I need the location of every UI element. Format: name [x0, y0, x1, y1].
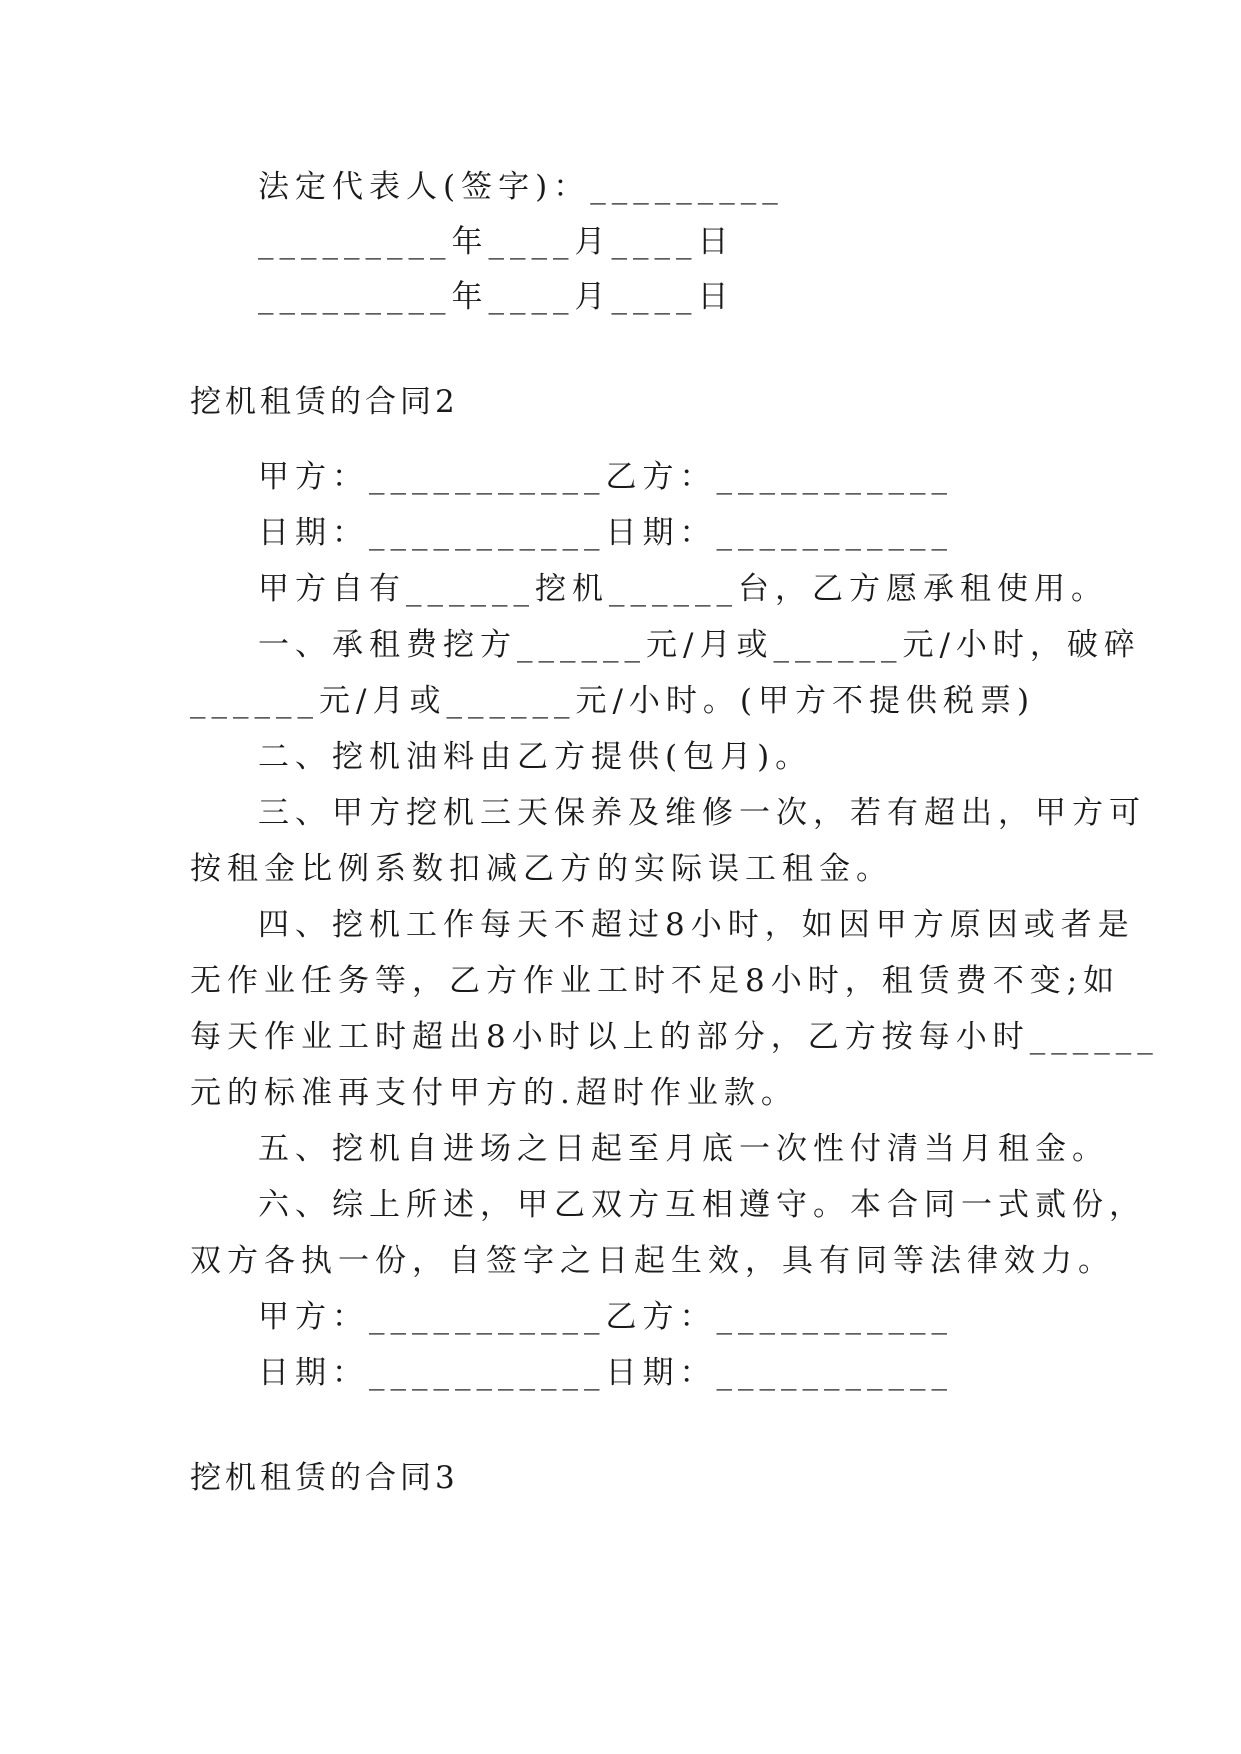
paragraph-line: 甲方自有______挖机______台，乙方愿承租使用。: [258, 571, 1108, 607]
paragraph-line: 双方各执一份，自签字之日起生效，具有同等法律效力。: [190, 1243, 1115, 1279]
section-heading: 挖机租赁的合同2: [190, 384, 459, 420]
paragraph-line: 三、甲方挖机三天保养及维修一次，若有超出，甲方可: [258, 795, 1146, 831]
party-line: 甲方：___________乙方：___________: [258, 1299, 953, 1335]
paragraph-line: 六、综上所述，甲乙双方互相遵守。本合同一式贰份，: [258, 1187, 1146, 1223]
section-heading: 挖机租赁的合同3: [190, 1460, 459, 1496]
paragraph-line: 四、挖机工作每天不超过8小时，如因甲方原因或者是: [258, 907, 1135, 943]
legal-rep-signature-line: 法定代表人(签字)：_________: [258, 169, 784, 205]
date-party-line: 日期：___________日期：___________: [258, 515, 953, 551]
paragraph-line: 按租金比例系数扣减乙方的实际误工租金。: [190, 851, 893, 887]
paragraph-line: ______元/月或______元/小时。(甲方不提供税票): [190, 683, 1036, 719]
party-line: 甲方：___________乙方：___________: [258, 459, 953, 495]
paragraph-line: 一、承租费挖方______元/月或______元/小时，破碎: [258, 627, 1141, 663]
date-line: _________年____月____日: [258, 279, 735, 315]
paragraph-line: 二、挖机油料由乙方提供(包月)。: [258, 739, 813, 775]
paragraph-line: 五、挖机自进场之日起至月底一次性付清当月租金。: [258, 1131, 1109, 1167]
paragraph-line: 无作业任务等，乙方作业工时不足8小时，租赁费不变;如: [190, 963, 1121, 999]
paragraph-line: 每天作业工时超出8小时以上的部分，乙方按每小时______: [190, 1019, 1159, 1055]
paragraph-line: 元的标准再支付甲方的.超时作业款。: [190, 1075, 798, 1111]
date-line: _________年____月____日: [258, 224, 735, 260]
date-party-line: 日期：___________日期：___________: [258, 1355, 953, 1391]
